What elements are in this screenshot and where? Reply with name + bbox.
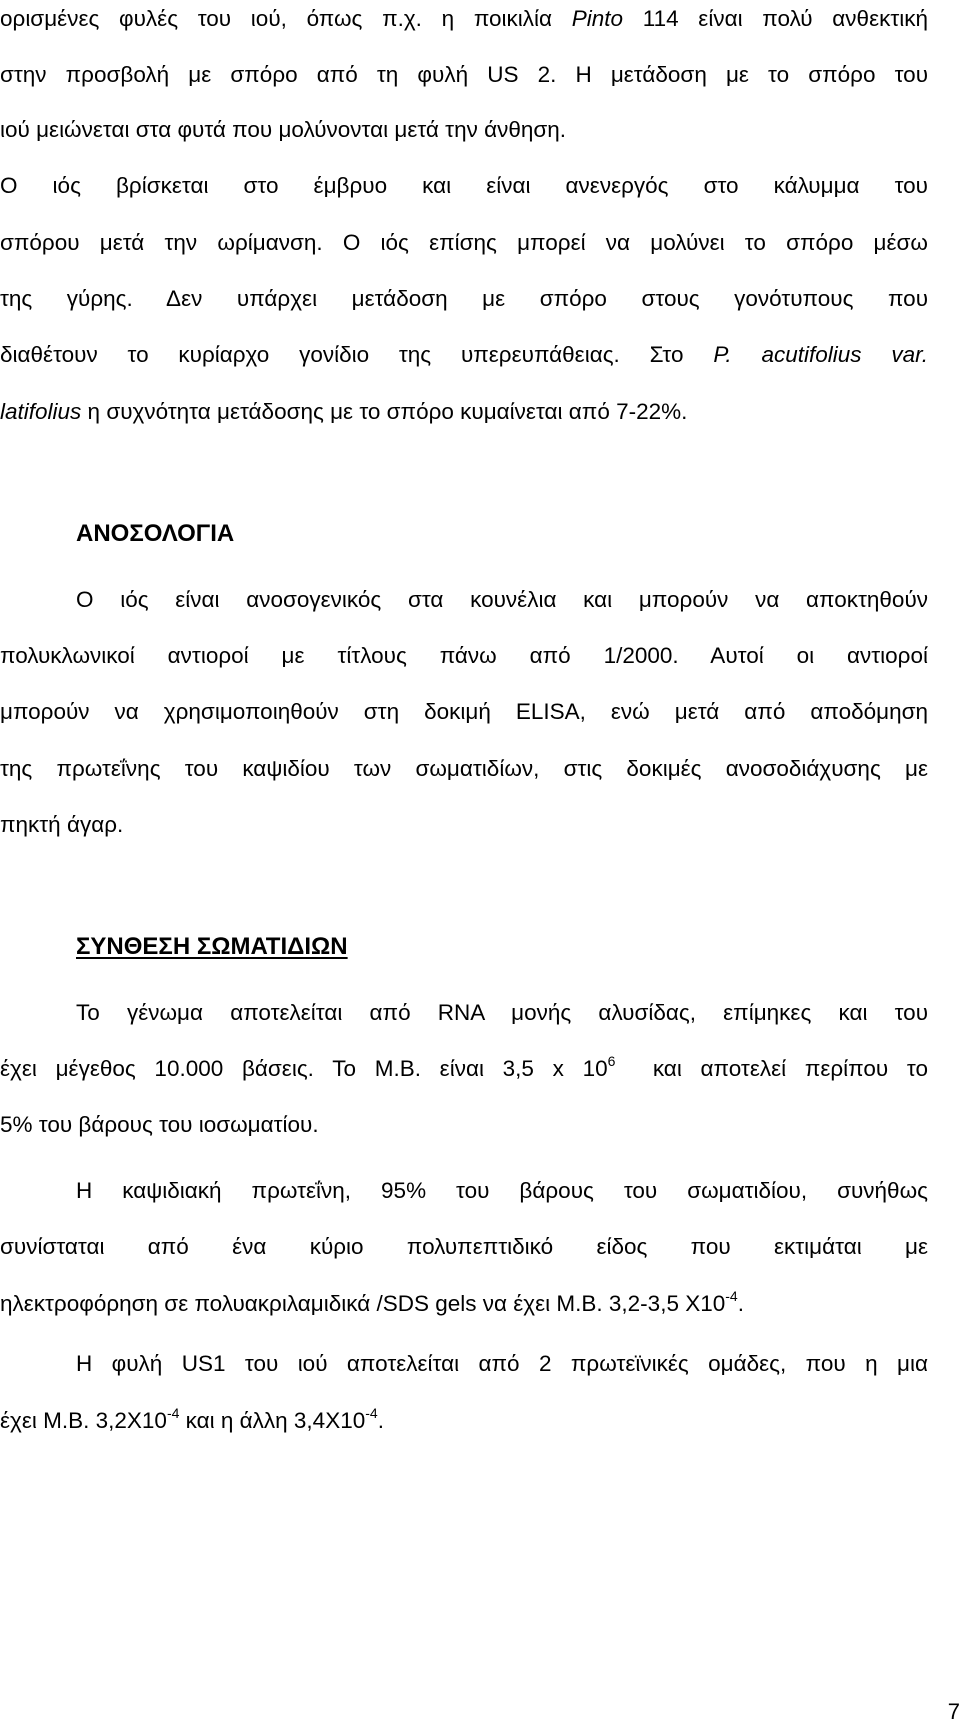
- immunology-line-4: της πρωτεΐνης του καψιδίου των σωματιδίων, στις δοκιμές ανοσοδιάχυσης με: [0, 756, 928, 781]
- intro-line-6: της γύρης. Δεν υπάρχει μετάδοση με σπόρο στους γονότυπους που: [0, 286, 928, 311]
- composition-line-4: Η καψιδιακή πρωτεΐνη, 95% του βάρους του σωματιδίου, συνήθως: [76, 1178, 928, 1203]
- intro-line-5: σπόρου μετά την ωρίμανση. Ο ιός επίσης μπορεί να μολύνει το σπόρο μέσω: [0, 230, 928, 255]
- section-heading-immunology: ΑΝΟΣΟΛΟΓΙΑ: [76, 520, 235, 547]
- immunology-line-1: Ο ιός είναι ανοσογενικός στα κουνέλια και μπορούν να αποκτηθούν: [76, 587, 928, 612]
- text-span: έχει Μ.Β. 3,2Χ10: [0, 1408, 167, 1433]
- text-span: διαθέτουν το κυρίαρχο γονίδιο της υπερευπάθειας. Στο: [0, 342, 714, 367]
- text-span: 114 είναι πολύ ανθεκτική: [623, 6, 928, 31]
- intro-line-4: Ο ιός βρίσκεται στο έμβρυο και είναι ανενεργός στο κάλυμμα του: [0, 173, 928, 198]
- composition-line-5: συνίσταται από ένα κύριο πολυπεπτιδικό είδος που εκτιμάται με: [0, 1234, 928, 1259]
- exponent: 6: [607, 1052, 616, 1069]
- composition-line-3: 5% του βάρους του ιοσωματίου.: [0, 1112, 319, 1137]
- immunology-line-3: μπορούν να χρησιμοποιηθούν στη δοκιμή ELISA, ενώ μετά από αποδόμηση: [0, 699, 928, 724]
- exponent: -4: [166, 1404, 180, 1421]
- intro-line-2: στην προσβολή με σπόρο από τη φυλή US 2. Η μετάδοση με το σπόρο του: [0, 62, 928, 87]
- composition-line-2: [0, 1052, 928, 1086]
- text-span: .: [377, 1408, 384, 1433]
- section-heading-composition: ΣΥΝΘΕΣΗ ΣΩΜΑΤΙΔΙΩΝ: [76, 933, 348, 960]
- exponent: -4: [725, 1287, 738, 1304]
- variety-name: latifolius: [0, 399, 82, 424]
- intro-line-8: [0, 395, 928, 429]
- composition-line-1: Το γένωμα αποτελείται από RNA μονής αλυσίδας, επίμηκες και του: [76, 1000, 928, 1025]
- text-span: ηλεκτροφόρηση σε πολυακριλαμιδικά /SDS gels να έχει Μ.Β. 3,2-3,5 Χ10: [0, 1291, 726, 1316]
- text-span: ορισμένες φυλές του ιού, όπως π.χ. η ποικιλία: [0, 6, 572, 31]
- species-name: P. acutifolius var.: [713, 342, 928, 367]
- composition-line-6: [0, 1287, 928, 1321]
- immunology-line-2: πολυκλωνικοί αντιοροί με τίτλους πάνω από 1/2000. Αυτοί οι αντιοροί: [0, 643, 928, 668]
- composition-line-7: Η φυλή US1 του ιού αποτελείται από 2 πρωτεϊνικές ομάδες, που η μια: [76, 1351, 928, 1376]
- text-span: και η άλλη 3,4Χ10: [179, 1408, 366, 1433]
- text-span: .: [737, 1291, 744, 1316]
- exponent: -4: [365, 1404, 378, 1421]
- text-span: έχει μέγεθος 10.000 βάσεις. Το Μ.Β. είναι 3,5 x 10: [0, 1056, 608, 1081]
- immunology-line-5: πηκτή άγαρ.: [0, 812, 124, 837]
- intro-line-1: [0, 2, 928, 36]
- intro-line-7: [0, 338, 928, 372]
- composition-line-8: [0, 1404, 928, 1438]
- cultivar-name: Pinto: [571, 6, 624, 31]
- text-span: η συχνότητα μετάδοσης με το σπόρο κυμαίνεται από 7-22%.: [81, 399, 688, 424]
- page-number: 7: [947, 1699, 960, 1724]
- intro-line-3: ιού μειώνεται στα φυτά που μολύνονται μετά την άνθηση.: [0, 117, 567, 142]
- text-span: και αποτελεί περίπου το: [615, 1056, 928, 1081]
